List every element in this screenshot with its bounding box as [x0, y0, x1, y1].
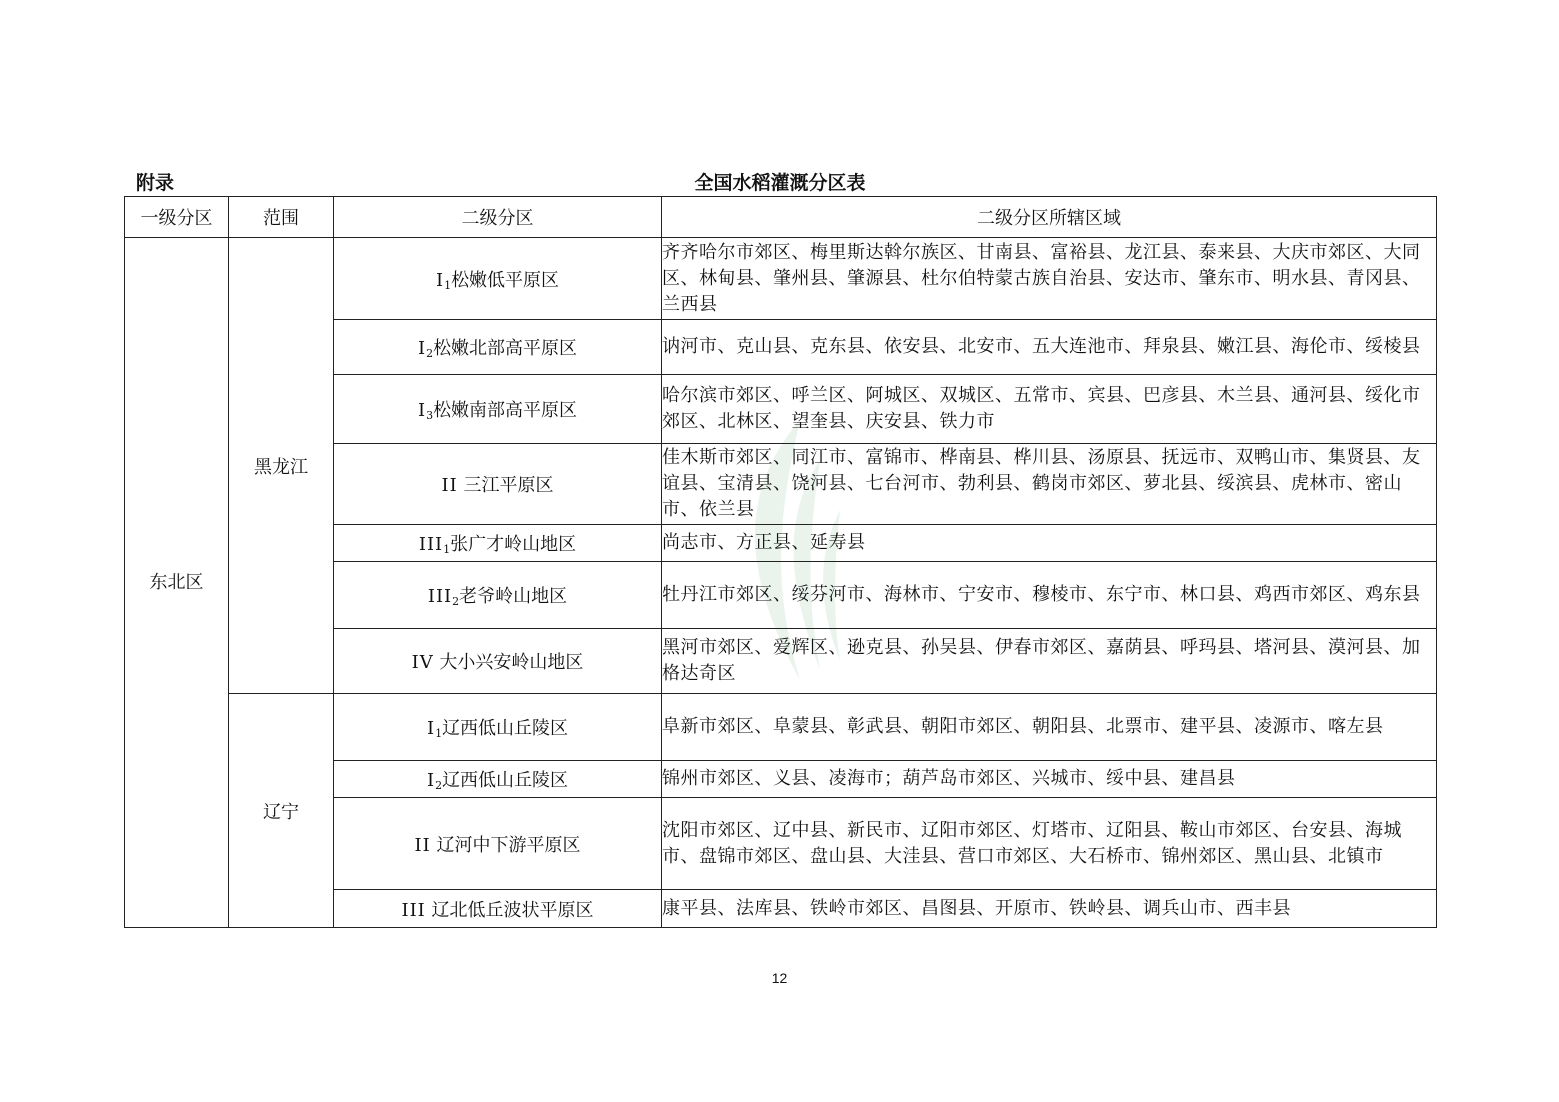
zone-subscript: 2 — [435, 779, 443, 792]
column-header-regions: 二级分区所辖区域 — [662, 197, 1437, 238]
appendix-label: 附录 — [136, 172, 175, 194]
region-cell: 齐齐哈尔市郊区、梅里斯达斡尔族区、甘南县、富裕县、龙江县、泰来县、大庆市郊区、大同区、林甸县、肇州县、肇源县、杜尔伯特蒙古族自治县、安达市、肇东市、明水县、青冈县、兰西县 — [662, 238, 1437, 320]
region-cell: 哈尔滨市郊区、呼兰区、阿城区、双城区、五常市、宾县、巴彦县、木兰县、通河县、绥化市郊区、北林区、望奎县、庆安县、铁力市 — [662, 375, 1437, 444]
region-cell: 佳木斯市郊区、同江市、富锦市、桦南县、桦川县、汤原县、抚远市、双鸭山市、集贤县、友谊县、宝清县、饶河县、七台河市、勃利县、鹤岗市郊区、萝北县、绥滨县、虎林市、密山市、依兰县 — [662, 444, 1437, 525]
level2-zone-cell — [334, 238, 662, 320]
table-row — [125, 238, 1437, 320]
zone-name: 辽北低丘波状平原区 — [431, 899, 594, 921]
range-label: 黑龙江 — [254, 456, 308, 478]
zone-roman: I — [417, 400, 427, 421]
zone-name: 老爷岭山地区 — [459, 586, 568, 607]
level2-zone-cell — [334, 798, 662, 890]
irrigation-zone-table — [124, 196, 1437, 928]
zone-subscript: 1 — [443, 543, 451, 556]
region-cell: 黑河市郊区、爱辉区、逊克县、孙吴县、伊春市郊区、嘉荫县、呼玛县、塔河县、漠河县、加格达奇区 — [662, 629, 1437, 694]
zone-roman: III — [401, 899, 426, 921]
zone-name: 松嫩南部高平原区 — [433, 400, 578, 421]
zone-roman: I — [435, 269, 445, 291]
level2-zone-cell — [334, 444, 662, 525]
zone-name: 辽西低山丘陵区 — [442, 770, 569, 791]
level2-zone-cell — [334, 761, 662, 798]
region-cell: 讷河市、克山县、克东县、依安县、北安市、五大连池市、拜泉县、嫩江县、海伦市、绥棱县 — [662, 320, 1437, 375]
level2-zone-cell — [334, 562, 662, 629]
zone-name: 松嫩北部高平原区 — [433, 338, 578, 359]
zone-name: 松嫩低平原区 — [451, 269, 560, 291]
level2-zone-cell — [334, 525, 662, 562]
zone-roman: I — [426, 770, 436, 791]
table-header-row — [125, 197, 1437, 238]
table-title: 全国水稻灌溉分区表 — [694, 172, 866, 194]
zone-roman: I — [426, 718, 436, 739]
column-header-level2: 二级分区 — [334, 197, 662, 238]
zone-name: 三江平原区 — [463, 475, 554, 496]
level2-zone-cell — [334, 375, 662, 444]
range-cell-liaoning — [229, 694, 334, 928]
level2-zone-cell — [334, 694, 662, 761]
table-row — [125, 694, 1437, 761]
range-label: 辽宁 — [263, 801, 299, 823]
level2-zone-cell — [334, 320, 662, 375]
zone-roman: III — [427, 586, 453, 607]
title-row — [124, 166, 1436, 196]
zone-name: 辽河中下游平原区 — [436, 834, 581, 856]
zone-subscript: 3 — [426, 409, 434, 422]
zone-roman: I — [417, 338, 427, 359]
zone-roman: IV — [411, 652, 434, 673]
zone-name: 辽西低山丘陵区 — [442, 718, 569, 739]
level2-zone-cell — [334, 890, 662, 928]
column-header-level1: 一级分区 — [125, 197, 229, 238]
level1-zone-label: 东北区 — [149, 571, 204, 593]
zone-name: 张广才岭山地区 — [450, 534, 577, 555]
level2-zone-cell — [334, 629, 662, 694]
region-cell: 康平县、法库县、铁岭市郊区、昌图县、开原市、铁岭县、调兵山市、西丰县 — [662, 890, 1437, 928]
region-cell: 沈阳市郊区、辽中县、新民市、辽阳市郊区、灯塔市、辽阳县、鞍山市郊区、台安县、海城市、盘锦市郊区、盘山县、大洼县、营口市郊区、大石桥市、锦州郊区、黑山县、北镇市 — [662, 798, 1437, 890]
range-cell-heilongjiang — [229, 238, 334, 694]
region-cell: 牡丹江市郊区、绥芬河市、海林市、宁安市、穆棱市、东宁市、林口县、鸡西市郊区、鸡东县 — [662, 562, 1437, 629]
level1-zone-cell — [125, 238, 229, 928]
zone-roman: II — [441, 475, 458, 496]
zone-subscript: 1 — [444, 278, 452, 292]
zone-subscript: 2 — [452, 595, 460, 608]
region-cell: 尚志市、方正县、延寿县 — [662, 525, 1437, 562]
region-cell: 阜新市郊区、阜蒙县、彰武县、朝阳市郊区、朝阳县、北票市、建平县、凌源市、喀左县 — [662, 694, 1437, 761]
column-header-range: 范围 — [229, 197, 334, 238]
page-number: 12 — [771, 970, 788, 986]
zone-roman: II — [414, 834, 431, 856]
zone-name: 大小兴安岭山地区 — [439, 652, 584, 673]
region-cell: 锦州市郊区、义县、凌海市；葫芦岛市郊区、兴城市、绥中县、建昌县 — [662, 761, 1437, 798]
zone-subscript: 1 — [435, 727, 443, 740]
zone-subscript: 2 — [426, 347, 434, 360]
zone-roman: III — [418, 534, 444, 555]
